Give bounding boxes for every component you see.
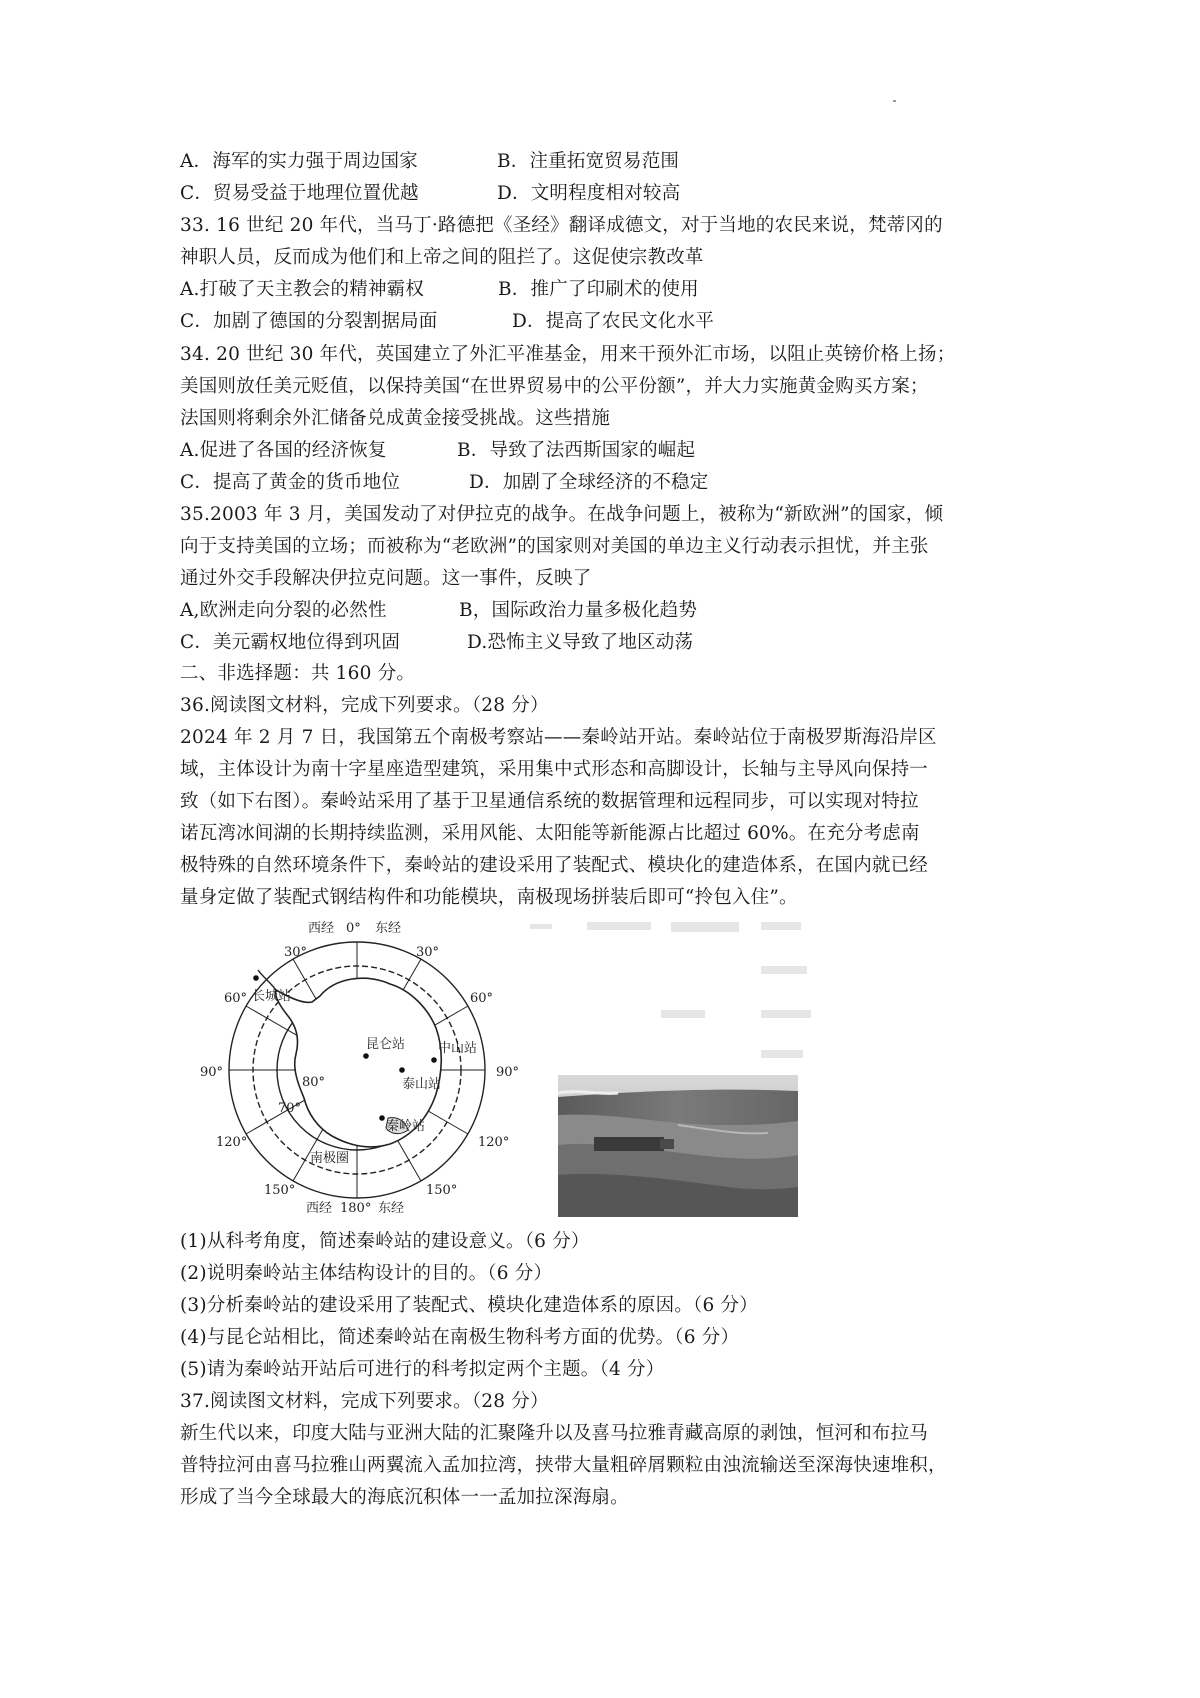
q36-question-2: (2)说明秦岭站主体结构设计的目的。（6 分） <box>180 1263 553 1284</box>
map-label-90-right: 90° <box>496 1065 520 1080</box>
map-label-150-left: 150° <box>264 1183 296 1198</box>
q32-option-a: A．海军的实力强于周边国家 <box>180 151 418 172</box>
map-label-top-zero: 0° <box>346 921 361 936</box>
q33-option-a: A.打破了天主教会的精神霸权 <box>180 279 425 300</box>
q36-question-1: (1)从科考角度，简述秦岭站的建设意义。（6 分） <box>180 1231 590 1252</box>
map-label-60-left: 60° <box>224 991 248 1006</box>
station-marker-qinling <box>379 1115 385 1121</box>
map-label-bottom-west: 西经 <box>306 1201 333 1216</box>
map-label-bottom-180: 180° <box>340 1201 372 1216</box>
q36-para-line-2: 域，主体设计为南十字星座造型建筑，采用集中式形态和高脚设计，长轴与主导风向保持一 <box>180 759 929 780</box>
photo-station-building <box>594 1137 664 1151</box>
q37-para-line-1: 新生代以来，印度大陆与亚洲大陆的汇聚隆升以及喜马拉雅青藏高原的剥蚀，恒河和布拉马 <box>180 1423 929 1444</box>
q36-para-line-4: 诺瓦湾冰间湖的长期持续监测，采用风能、太阳能等新能源占比超过 60%。在充分考虑南 <box>180 823 920 844</box>
map-label-kunlun: 昆仑站 <box>366 1037 406 1052</box>
faint-mark <box>661 1010 705 1018</box>
map-label-top-east: 东经 <box>375 921 402 936</box>
map-label-qinling: 秦岭站 <box>386 1119 426 1134</box>
faint-mark <box>530 924 552 929</box>
q32-option-c: C．贸易受益于地理位置优越 <box>180 183 419 204</box>
faint-mark <box>587 922 651 930</box>
map-label-taishan: 泰山站 <box>402 1077 442 1092</box>
q32-option-b: B．注重拓宽贸易范围 <box>497 151 680 172</box>
map-label-90-left: 90° <box>200 1065 224 1080</box>
map-label-lat-80: 80° <box>302 1075 326 1090</box>
q34-stem-line-3: 法国则将剩余外汇储备兑成黄金接受挑战。这些措施 <box>180 408 611 429</box>
q34-option-a: A.促进了各国的经济恢复 <box>180 440 387 461</box>
q35-stem-line-1: 35.2003 年 3 月，美国发动了对伊拉克的战争。在战争问题上，被称为“新欧洲”的国家，倾 <box>180 504 944 525</box>
map-label-lat-70: 70° <box>278 1101 302 1116</box>
station-marker-changcheng <box>253 975 259 981</box>
q34-stem-line-1: 34. 20 世纪 30 年代，英国建立了外汇平准基金，用来干预外汇市场，以阻止英镑价格上扬； <box>180 344 956 365</box>
q33-option-b: B．推广了印刷术的使用 <box>498 279 699 300</box>
faint-mark <box>761 1050 803 1058</box>
faint-mark <box>761 922 801 930</box>
q36-para-line-1: 2024 年 2 月 7 日，我国第五个南极考察站——秦岭站开站。秦岭站位于南极罗斯海沿岸区 <box>180 727 937 748</box>
station-marker-zhongshan <box>431 1057 437 1063</box>
faint-scan-marks <box>525 918 815 1068</box>
q33-option-c: C．加剧了德国的分裂割据局面 <box>180 311 438 332</box>
map-label-polar-circle: 南极圈 <box>310 1151 350 1166</box>
q37-para-line-3: 形成了当今全球最大的海底沉积体一一孟加拉深海扇。 <box>180 1487 629 1508</box>
q32-option-d: D．文明程度相对较高 <box>497 183 681 204</box>
antarctica-map-figure <box>200 918 535 1216</box>
q34-option-d: D．加剧了全球经济的不稳定 <box>469 472 709 493</box>
map-label-bottom-east: 东经 <box>378 1201 405 1216</box>
q35-option-d: D.恐怖主义导致了地区动荡 <box>467 632 694 653</box>
faint-mark <box>761 1010 811 1018</box>
q36-question-5: (5)请为秦岭站开站后可进行的科考拟定两个主题。（4 分） <box>180 1359 665 1380</box>
map-label-30-right: 30° <box>416 945 440 960</box>
faint-mark <box>671 922 739 932</box>
q34-option-b: B．导致了法西斯国家的崛起 <box>457 440 696 461</box>
q36-para-line-5: 极特殊的自然环境条件下，秦岭站的建设采用了装配式、模块化的建造体系，在国内就已经 <box>180 855 929 876</box>
q37-title: 37.阅读图文材料，完成下列要求。（28 分） <box>180 1391 549 1412</box>
q36-title: 36.阅读图文材料，完成下列要求。（28 分） <box>180 695 549 716</box>
q35-option-a: A,欧洲走向分裂的必然性 <box>180 600 387 621</box>
map-label-150-right: 150° <box>426 1183 458 1198</box>
q34-stem-line-2: 美国则放任美元贬值，以保持美国“在世界贸易中的公平份额”，并大力实施黄金购买方案； <box>180 376 929 397</box>
map-label-120-left: 120° <box>216 1135 248 1150</box>
q35-option-c: C．美元霸权地位得到巩固 <box>180 632 401 653</box>
scan-speck <box>893 100 896 102</box>
q36-para-line-3: 致（如下右图）。秦岭站采用了基于卫星通信系统的数据管理和远程同步，可以实现对特拉 <box>180 791 919 812</box>
qinling-station-photo <box>558 1075 798 1217</box>
q36-para-line-6: 量身定做了装配式钢结构件和功能模块，南极现场拼装后即可“拎包入住”。 <box>180 887 798 908</box>
q33-option-d: D．提高了农民文化水平 <box>512 311 715 332</box>
q37-para-line-2: 普特拉河由喜马拉雅山两翼流入孟加拉湾，挟带大量粗碎屑颗粒由浊流输送至深海快速堆积， <box>180 1455 947 1476</box>
map-label-60-right: 60° <box>470 991 494 1006</box>
station-marker-kunlun <box>363 1053 369 1059</box>
q36-question-3: (3)分析秦岭站的建设采用了装配式、模块化建造体系的原因。（6 分） <box>180 1295 758 1316</box>
map-label-top-west: 西经 <box>308 921 335 936</box>
section-heading: 二、非选择题：共 160 分。 <box>180 663 416 684</box>
q33-stem-line-1: 33. 16 世纪 20 年代，当马丁·路德把《圣经》翻译成德文，对于当地的农民来说，梵蒂冈的 <box>180 215 943 236</box>
q34-option-c: C．提高了黄金的货币地位 <box>180 472 401 493</box>
station-marker-taishan <box>399 1067 405 1073</box>
map-label-changcheng: 长城站 <box>252 989 292 1004</box>
q33-stem-line-2: 神职人员，反而成为他们和上帝之间的阻拦了。这促使宗教改革 <box>180 247 704 268</box>
faint-mark <box>761 966 807 974</box>
q36-question-4: (4)与昆仑站相比，简述秦岭站在南极生物科考方面的优势。（6 分） <box>180 1327 740 1348</box>
q35-stem-line-3: 通过外交手段解决伊拉克问题。这一事件，反映了 <box>180 568 592 589</box>
map-label-30-left: 30° <box>284 945 308 960</box>
map-label-zhongshan: 中山站 <box>438 1041 478 1056</box>
q35-option-b: B，国际政治力量多极化趋势 <box>459 600 698 621</box>
q35-stem-line-2: 向于支持美国的立场；而被称为“老欧洲”的国家则对美国的单边主义行动表示担忧，并主张 <box>180 536 929 557</box>
map-label-120-right: 120° <box>478 1135 510 1150</box>
